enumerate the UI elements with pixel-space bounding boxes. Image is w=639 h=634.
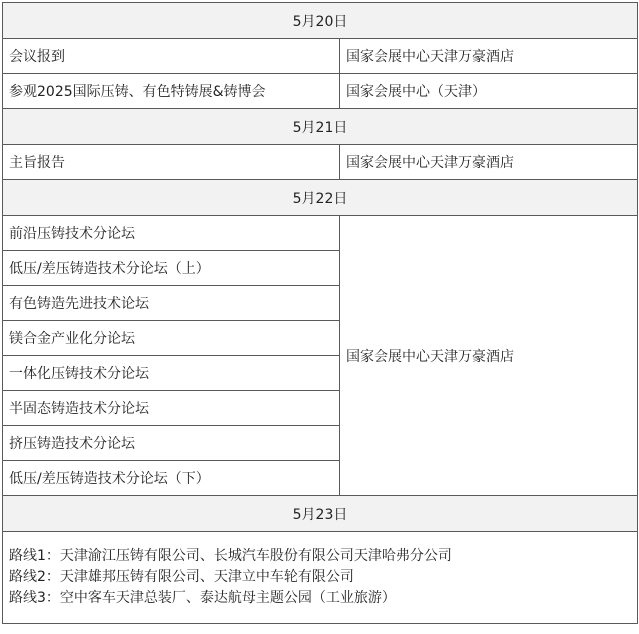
day-date: 5月23日 xyxy=(3,496,638,532)
event-cell: 参观2025国际压铸、有色特铸展&铸博会 xyxy=(3,74,340,109)
table-row xyxy=(3,145,638,180)
venue-cell: 国家会展中心天津万豪酒店 xyxy=(340,145,638,180)
forum-cell: 镁合金产业化分论坛 xyxy=(3,321,340,356)
forum-cell: 低压/差压铸造技术分论坛（上） xyxy=(3,251,340,286)
forum-cell: 低压/差压铸造技术分论坛（下） xyxy=(3,461,340,496)
venue-cell: 国家会展中心（天津） xyxy=(340,74,638,109)
day-date: 5月22日 xyxy=(3,180,638,216)
table-row xyxy=(3,532,638,624)
table-row xyxy=(3,39,638,74)
event-cell: 会议报到 xyxy=(3,39,340,74)
venue-cell: 国家会展中心天津万豪酒店 xyxy=(340,216,638,496)
table-row xyxy=(3,74,638,109)
day-date: 5月21日 xyxy=(3,109,638,145)
day-header-row xyxy=(3,3,638,39)
forum-cell: 挤压铸造技术分论坛 xyxy=(3,426,340,461)
route-line: 路线2：天津雄邦压铸有限公司、天津立中车轮有限公司 xyxy=(9,569,354,585)
route-line: 路线3：空中客车天津总装厂、泰达航母主题公园（工业旅游） xyxy=(9,590,396,606)
day-header-row xyxy=(3,180,638,216)
venue-cell: 国家会展中心天津万豪酒店 xyxy=(340,39,638,74)
day-header-row xyxy=(3,109,638,145)
forum-cell: 前沿压铸技术分论坛 xyxy=(3,216,340,251)
day-header-row xyxy=(3,496,638,532)
forum-cell: 一体化压铸技术分论坛 xyxy=(3,356,340,391)
schedule-table xyxy=(2,2,638,624)
day-date: 5月20日 xyxy=(3,3,638,39)
event-cell: 主旨报告 xyxy=(3,145,340,180)
route-line: 路线1：天津渝江压铸有限公司、长城汽车股份有限公司天津哈弗分公司 xyxy=(9,548,452,564)
table-row xyxy=(3,216,638,251)
routes-cell xyxy=(3,532,638,624)
forum-cell: 有色铸造先进技术论坛 xyxy=(3,286,340,321)
forum-cell: 半固态铸造技术分论坛 xyxy=(3,391,340,426)
